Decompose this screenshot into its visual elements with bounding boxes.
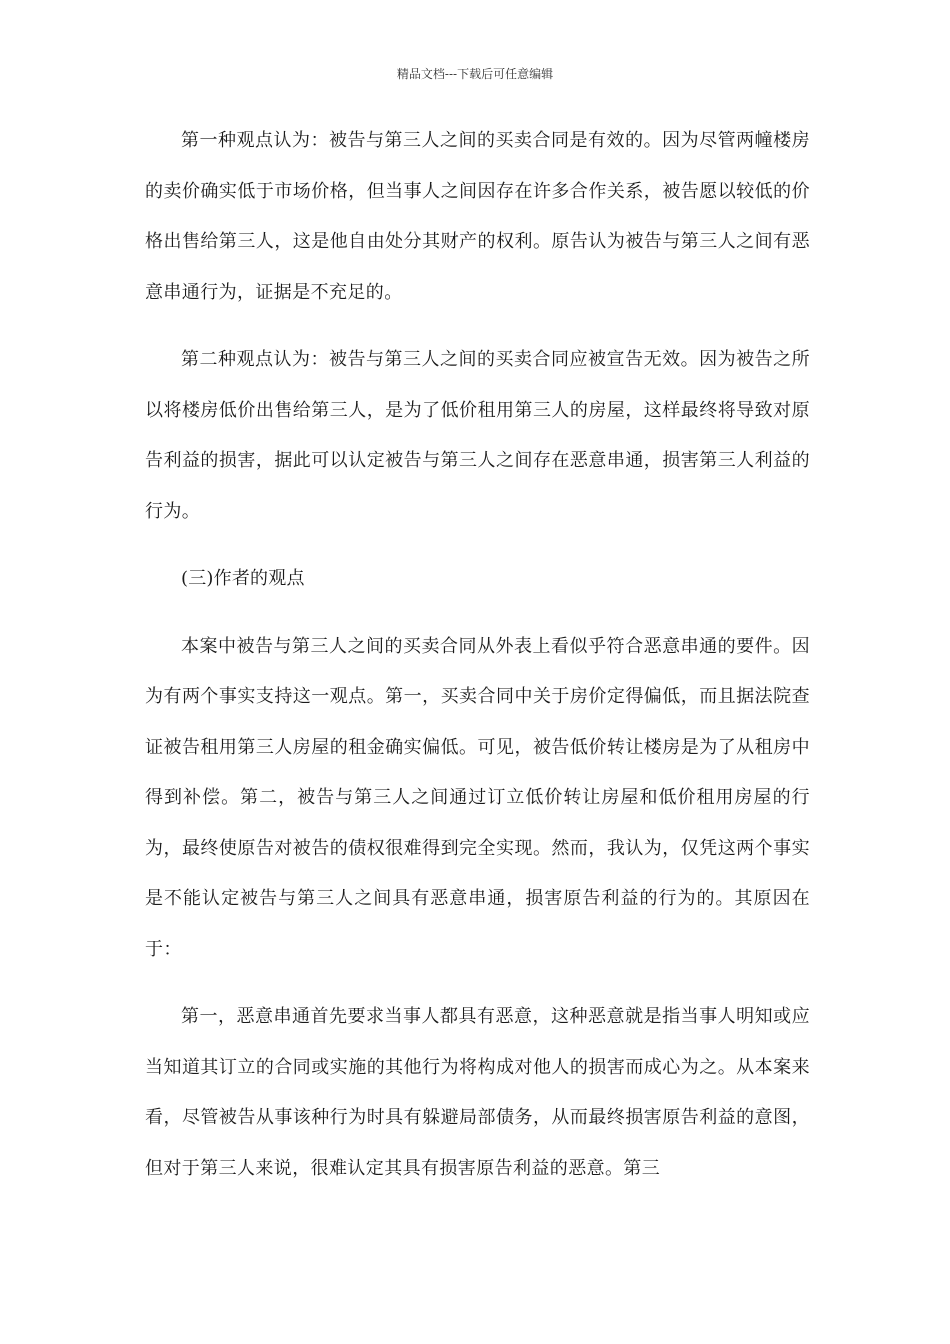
paragraph-first-viewpoint: 第一种观点认为：被告与第三人之间的买卖合同是有效的。因为尽管两幢楼房的卖价确实低于市场价格，但当事人之间因存在许多合作关系，被告愿以较低的价格出售给第三人，这是他自由处分其财产的权利。原告认为被告与第三人之间有恶意串通行为，证据是不充足的。 [145,130,810,303]
section-heading-author-viewpoint: (三)作者的观点 [181,568,305,589]
paragraph-case-analysis: 本案中被告与第三人之间的买卖合同从外表上看似乎符合恶意串通的要件。因为有两个事实支持这一观点。第一，买卖合同中关于房价定得偏低，而且据法院查证被告租用第三人房屋的租金确实偏低。可见，被告低价转让楼房是为了从租房中得到补偿。第二，被告与第三人之间通过订立低价转让房屋和低价租用房屋的行为，最终使原告对被告的债权很难得到完全实现。然而，我认为，仅凭这两个事实是不能认定被告与第三人之间具有恶意串通，损害原告利益的行为的。其原因在于： [145,635,810,960]
page-header: 精品文档---下载后可任意编辑 [396,67,554,81]
document-body [145,116,810,1194]
paragraph-first-reason: 第一，恶意串通首先要求当事人都具有恶意，这种恶意就是指当事人明知或应当知道其订立的合同或实施的其他行为将构成对他人的损害而成心为之。从本案来看，尽管被告从事该种行为时具有躲避局部债务，从而最终损害原告利益的意图，但对于第三人来说，很难认定其具有损害原告利益的恶意。第三 [145,1006,810,1179]
paragraph-second-viewpoint: 第二种观点认为：被告与第三人之间的买卖合同应被宣告无效。因为被告之所以将楼房低价出售给第三人，是为了低价租用第三人的房屋，这样最终将导致对原告利益的损害，据此可以认定被告与第三人之间存在恶意串通，损害第三人利益的行为。 [145,349,810,522]
